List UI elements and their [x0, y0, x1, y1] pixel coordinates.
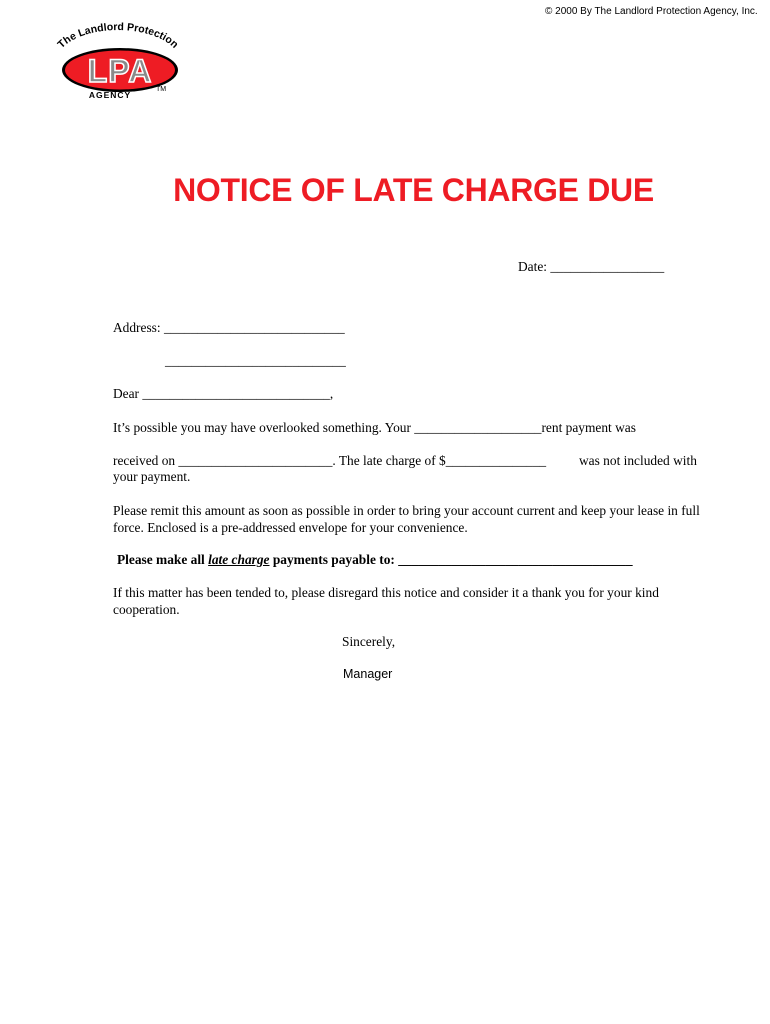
svg-text:LPA: LPA [87, 53, 153, 89]
paragraph-3: If this matter has been tended to, please disregard this notice and consider it a thank you for your kind cooperation. [113, 585, 659, 617]
paragraph-1-line-2-end: was not included with [579, 453, 697, 468]
svg-text:The Landlord Protection: The Landlord Protection [55, 22, 181, 51]
signature-manager: Manager [343, 667, 393, 681]
paragraph-1-line-1: It’s possible you may have overlooked something. Your ___________________rent payment was [113, 420, 636, 435]
address-field-line-1[interactable]: Address: ___________________________ [113, 320, 345, 335]
svg-text:AGENCY: AGENCY [88, 90, 132, 100]
payable-to-field[interactable]: ___________________________________ [398, 552, 633, 567]
address-field-line-2[interactable]: ___________________________ [165, 353, 346, 368]
lpa-logo [48, 22, 188, 100]
paragraph-1-line-2: received on _______________________. The late charge of $_______________ [113, 453, 547, 468]
copyright-notice: © 2000 By The Landlord Protection Agency, Inc. [545, 6, 758, 17]
payable-emphasis: late charge [208, 552, 270, 567]
date-field[interactable]: Date: _________________ [518, 259, 665, 274]
page-title: NOTICE OF LATE CHARGE DUE [173, 172, 654, 208]
trademark-symbol: TM [156, 86, 167, 93]
paragraph-2: Please remit this amount as soon as possible in order to bring your account current and keep your lease in full force. Enclosed is a pre-addressed envelope for your convenience. [113, 503, 700, 535]
payable-prefix: Please make all [117, 552, 209, 567]
paragraph-1-line-3: your payment. [113, 469, 191, 484]
closing: Sincerely, [342, 634, 396, 649]
payable-suffix: payments payable to: [269, 552, 399, 567]
payable-to-line [117, 552, 633, 568]
salutation-field[interactable]: Dear ____________________________, [113, 386, 334, 401]
